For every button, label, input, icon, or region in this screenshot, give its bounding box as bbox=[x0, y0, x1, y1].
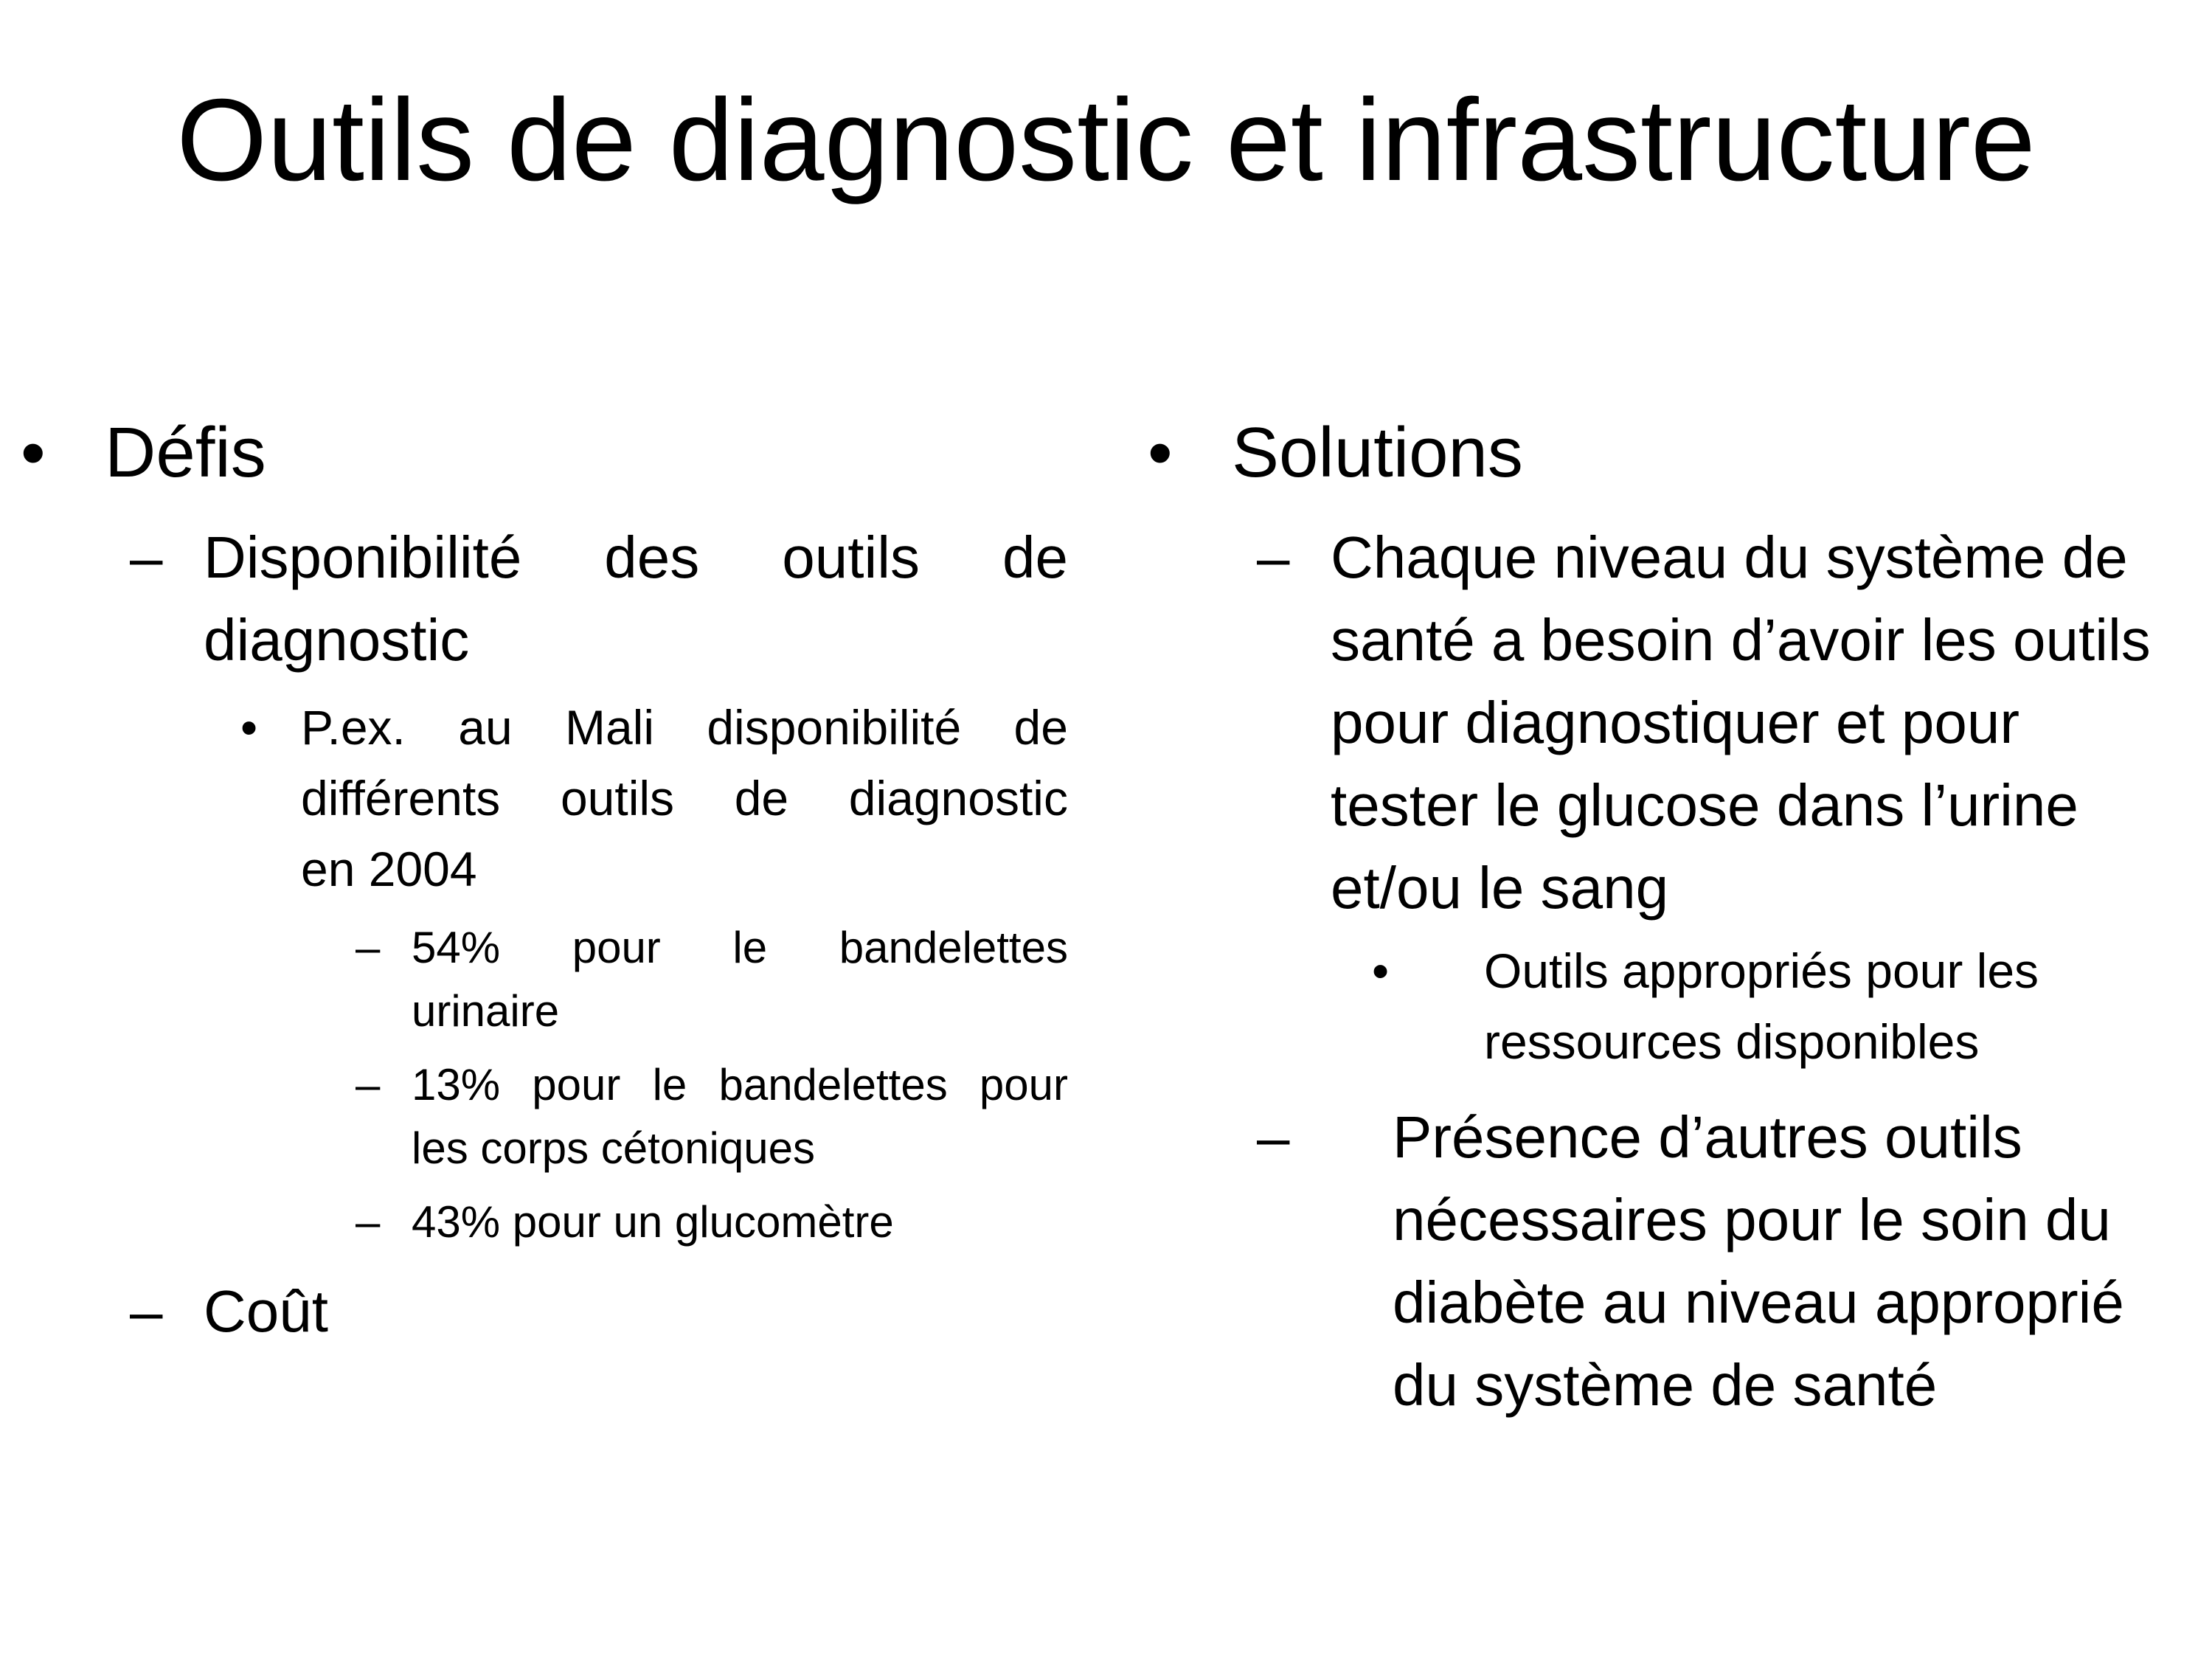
word: outils bbox=[560, 771, 675, 825]
dash-level2-icon: – bbox=[1257, 524, 1290, 590]
word: des bbox=[604, 524, 700, 590]
word: outils bbox=[782, 524, 920, 590]
right-item1-line5: et/ou le sang bbox=[1331, 855, 1669, 921]
dash-level2-icon: – bbox=[1257, 1104, 1290, 1170]
right-sub-line1: Outils appropriés pour les bbox=[1484, 943, 2039, 998]
dash-level2-icon: – bbox=[130, 1278, 163, 1344]
dash-level4-icon: – bbox=[356, 1060, 381, 1109]
word: de bbox=[1002, 524, 1068, 590]
word: le bbox=[652, 1060, 687, 1109]
right-sub-line2: ressources disponibles bbox=[1484, 1014, 1980, 1069]
word: pour bbox=[572, 923, 661, 972]
right-item2-line3: diabète au niveau approprié bbox=[1393, 1270, 2124, 1335]
word: disponibilité bbox=[707, 700, 962, 755]
word: au bbox=[458, 700, 513, 755]
left-item1-line2: diagnostic bbox=[204, 607, 470, 673]
left-heading: Défis bbox=[105, 413, 266, 492]
word: de bbox=[734, 771, 789, 825]
left-stat1-line1 bbox=[412, 916, 1068, 980]
word: bandelettes bbox=[839, 923, 1068, 972]
word: différents bbox=[301, 771, 501, 825]
word: Mali bbox=[564, 700, 654, 755]
left-stat2-line2: les corps cétoniques bbox=[412, 1123, 815, 1173]
word: de bbox=[1013, 700, 1068, 755]
dash-level4-icon: – bbox=[356, 1197, 381, 1247]
word: pour bbox=[979, 1060, 1068, 1109]
right-item1-line4: tester le glucose dans l’urine bbox=[1331, 772, 2078, 838]
left-stat2-line1 bbox=[412, 1053, 1068, 1117]
left-sub-line2 bbox=[301, 763, 1068, 834]
bullet-level1-icon: • bbox=[1148, 413, 1173, 492]
word: pour bbox=[532, 1060, 621, 1109]
word: diagnostic bbox=[848, 771, 1068, 825]
left-item1-line1 bbox=[204, 516, 1068, 599]
dash-level2-icon: – bbox=[130, 524, 163, 590]
right-item2-line4: du système de santé bbox=[1393, 1352, 1938, 1418]
right-item1-line3: pour diagnostiquer et pour bbox=[1331, 690, 2019, 755]
word: P.ex. bbox=[301, 700, 406, 755]
word: le bbox=[732, 923, 768, 972]
dash-level4-icon: – bbox=[356, 923, 381, 972]
right-heading: Solutions bbox=[1232, 413, 1523, 492]
left-stat3: 43% pour un glucomètre bbox=[412, 1197, 894, 1247]
right-item2-line2: nécessaires pour le soin du bbox=[1393, 1187, 2111, 1253]
word: 54% bbox=[412, 923, 501, 972]
word: bandelettes bbox=[718, 1060, 948, 1109]
left-item2: Coût bbox=[204, 1278, 328, 1344]
bullet-level3-icon: • bbox=[1372, 943, 1390, 998]
slide-title: Outils de diagnostic et infrastructure bbox=[176, 75, 2036, 205]
right-item1-line1: Chaque niveau du système de bbox=[1331, 524, 2128, 590]
left-sub-line1 bbox=[301, 692, 1068, 763]
left-stat1-line2: urinaire bbox=[412, 986, 560, 1036]
word: Disponibilité bbox=[204, 524, 522, 590]
word: 13% bbox=[412, 1060, 501, 1109]
bullet-level1-icon: • bbox=[21, 413, 46, 492]
bullet-level3-icon: • bbox=[240, 700, 258, 755]
right-item2-line1: Présence d’autres outils bbox=[1393, 1104, 2022, 1170]
left-sub-line3: en 2004 bbox=[301, 842, 477, 896]
right-item1-line2: santé a besoin d’avoir les outils bbox=[1331, 607, 2151, 673]
